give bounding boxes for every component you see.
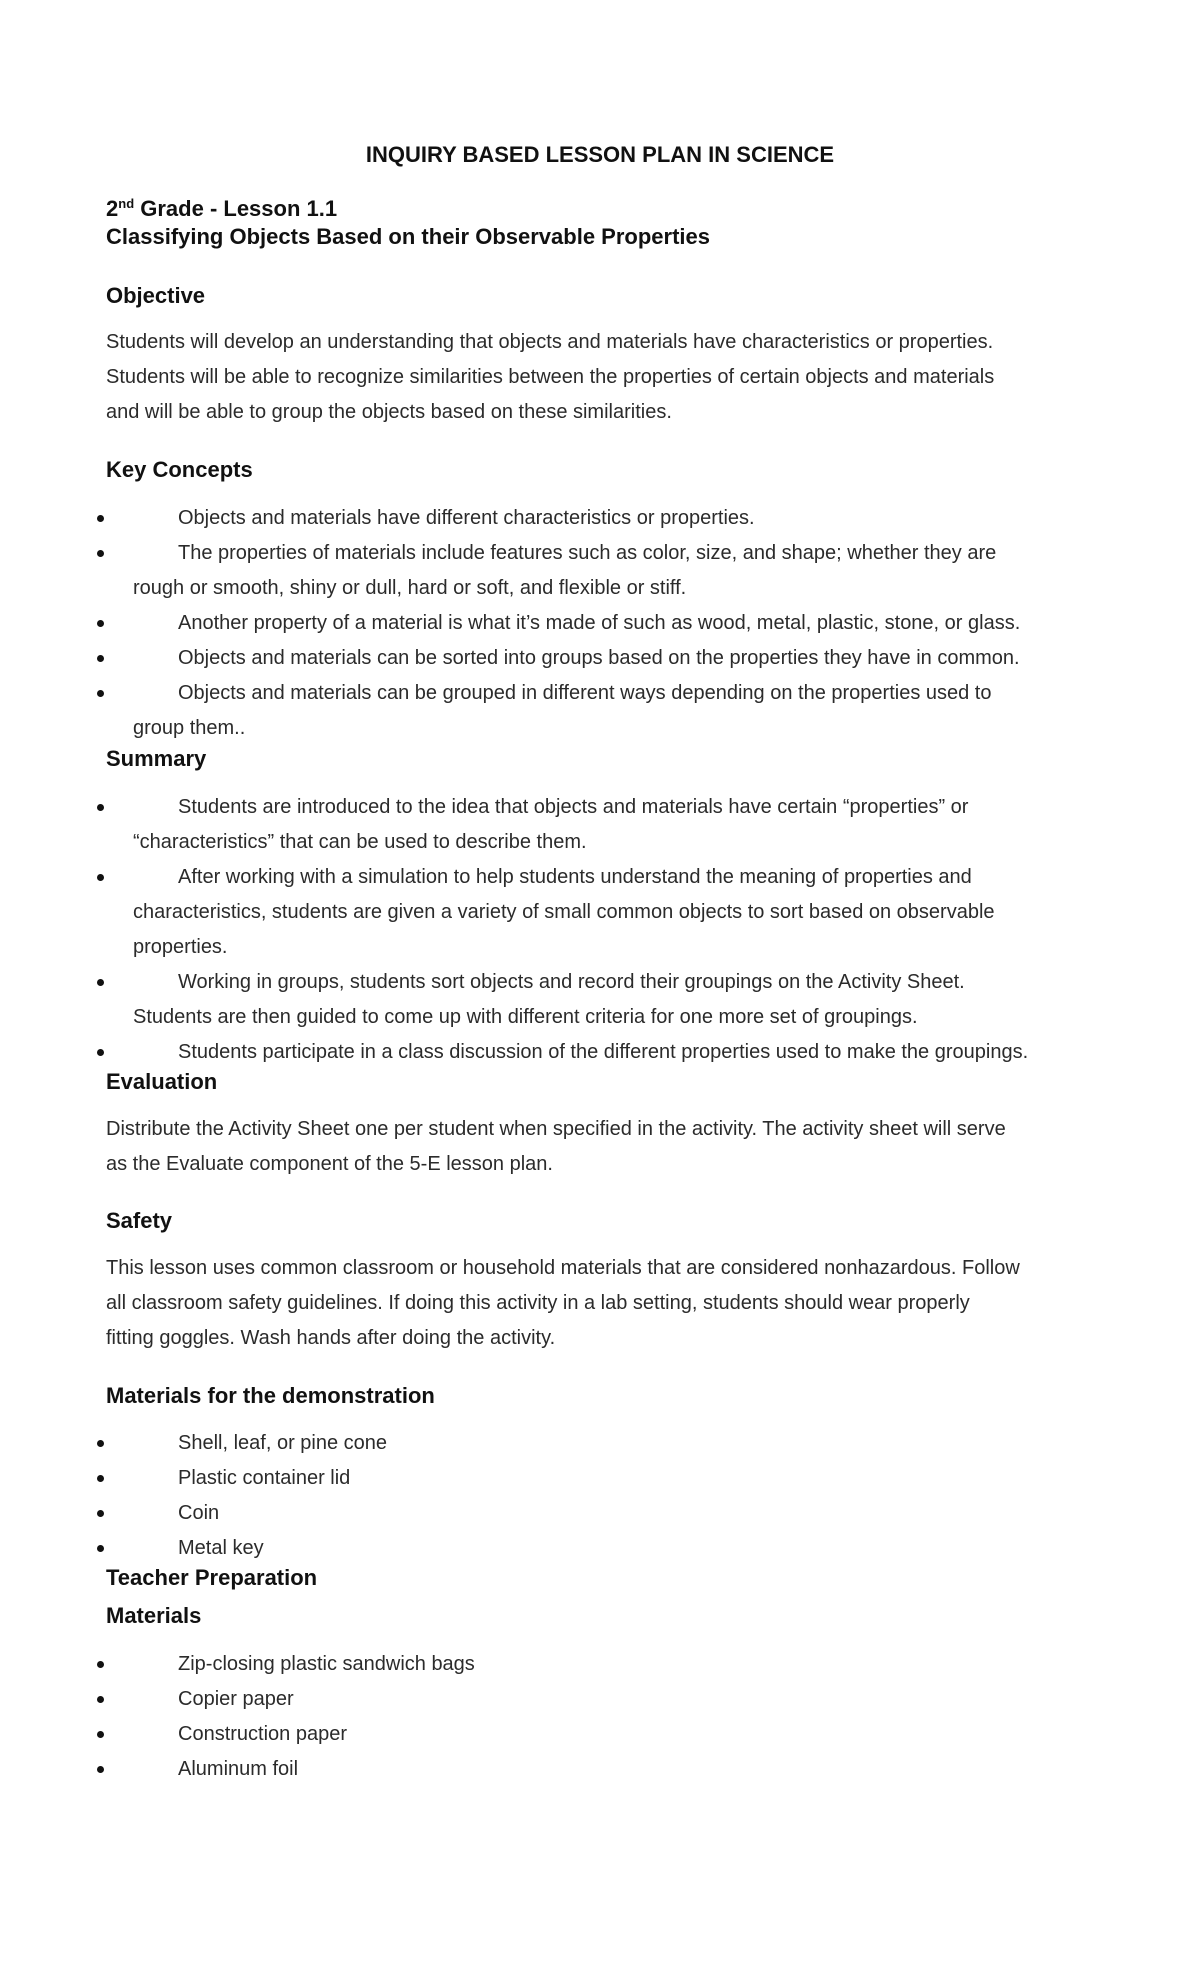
bullet-icon bbox=[97, 979, 104, 986]
bullet-icon bbox=[97, 1731, 104, 1738]
summary-heading: Summary bbox=[106, 746, 207, 771]
bullet-icon bbox=[97, 874, 104, 881]
objective-line: Students will be able to recognize similarities between the properties of certain objects and materials bbox=[106, 366, 995, 388]
bullet-icon bbox=[97, 690, 104, 697]
list-item-continuation: Students are then guided to come up with different criteria for one more set of groupings. bbox=[133, 1006, 918, 1028]
list-item: Metal key bbox=[178, 1537, 264, 1559]
lesson-title: Classifying Objects Based on their Observable Properties bbox=[106, 224, 710, 249]
document-title: INQUIRY BASED LESSON PLAN IN SCIENCE bbox=[365, 142, 835, 167]
bullet-icon bbox=[97, 655, 104, 662]
bullet-icon bbox=[97, 1440, 104, 1447]
list-item: Shell, leaf, or pine cone bbox=[178, 1432, 388, 1454]
list-item-continuation: rough or smooth, shiny or dull, hard or soft, and flexible or stiff. bbox=[133, 577, 687, 599]
list-item: The properties of materials include features such as color, size, and shape; whether they are bbox=[178, 542, 997, 564]
list-item: Objects and materials have different characteristics or properties. bbox=[178, 507, 755, 529]
key-concepts-heading: Key Concepts bbox=[106, 457, 253, 482]
list-item-continuation: properties. bbox=[133, 936, 228, 958]
grade-number: 2 bbox=[106, 196, 119, 221]
bullet-icon bbox=[97, 1696, 104, 1703]
list-item-continuation: group them.. bbox=[133, 717, 246, 739]
safety-line: fitting goggles. Wash hands after doing the activity. bbox=[106, 1327, 556, 1349]
safety-line: This lesson uses common classroom or household materials that are considered nonhazardous. Follow bbox=[106, 1257, 1020, 1279]
lesson-number: Grade - Lesson 1.1 bbox=[134, 196, 338, 221]
list-item: Another property of a material is what it’s made of such as wood, metal, plastic, stone, or glass. bbox=[178, 612, 1021, 634]
materials-subheading: Materials bbox=[106, 1603, 202, 1628]
list-item-continuation: “characteristics” that can be used to describe them. bbox=[133, 831, 587, 853]
evaluation-line: as the Evaluate component of the 5-E lesson plan. bbox=[106, 1153, 553, 1175]
list-item: Working in groups, students sort objects and record their groupings on the Activity Sheet. bbox=[178, 971, 965, 993]
list-item: Objects and materials can be sorted into groups based on the properties they have in common. bbox=[178, 647, 1020, 669]
bullet-icon bbox=[97, 550, 104, 557]
bullet-icon bbox=[97, 804, 104, 811]
list-item: Aluminum foil bbox=[178, 1758, 299, 1780]
list-item: Objects and materials can be grouped in different ways depending on the properties used to bbox=[178, 682, 992, 704]
objective-heading: Objective bbox=[106, 283, 206, 308]
list-item: Students are introduced to the idea that objects and materials have certain “properties” or bbox=[178, 796, 969, 818]
teacher-preparation-heading: Teacher Preparation bbox=[106, 1565, 318, 1590]
list-item: Zip-closing plastic sandwich bags bbox=[178, 1653, 475, 1675]
safety-line: all classroom safety guidelines. If doing this activity in a lab setting, students should wear properly bbox=[106, 1292, 970, 1314]
list-item: Copier paper bbox=[178, 1688, 294, 1710]
bullet-icon bbox=[97, 620, 104, 627]
list-item-continuation: characteristics, students are given a variety of small common objects to sort based on observable bbox=[133, 901, 995, 923]
objective-line: Students will develop an understanding that objects and materials have characteristics or properties. bbox=[106, 331, 994, 353]
bullet-icon bbox=[97, 1545, 104, 1552]
bullet-icon bbox=[97, 1510, 104, 1517]
bullet-icon bbox=[97, 1661, 104, 1668]
list-item: After working with a simulation to help students understand the meaning of properties and bbox=[178, 866, 972, 888]
evaluation-line: Distribute the Activity Sheet one per student when specified in the activity. The activity sheet will serve bbox=[106, 1118, 1006, 1140]
list-item: Plastic container lid bbox=[178, 1467, 351, 1489]
list-item: Coin bbox=[178, 1502, 220, 1524]
evaluation-heading: Evaluation bbox=[106, 1069, 218, 1094]
objective-line: and will be able to group the objects based on these similarities. bbox=[106, 401, 672, 423]
bullet-icon bbox=[97, 1766, 104, 1773]
grade-lesson-line bbox=[106, 196, 337, 222]
materials-demo-heading: Materials for the demonstration bbox=[106, 1383, 435, 1408]
bullet-icon bbox=[97, 515, 104, 522]
safety-heading: Safety bbox=[106, 1208, 173, 1233]
bullet-icon bbox=[97, 1049, 104, 1056]
bullet-icon bbox=[97, 1475, 104, 1482]
list-item: Construction paper bbox=[178, 1723, 347, 1745]
list-item: Students participate in a class discussion of the different properties used to make the groupings. bbox=[178, 1041, 1029, 1063]
grade-ordinal-suffix: nd bbox=[118, 196, 135, 211]
